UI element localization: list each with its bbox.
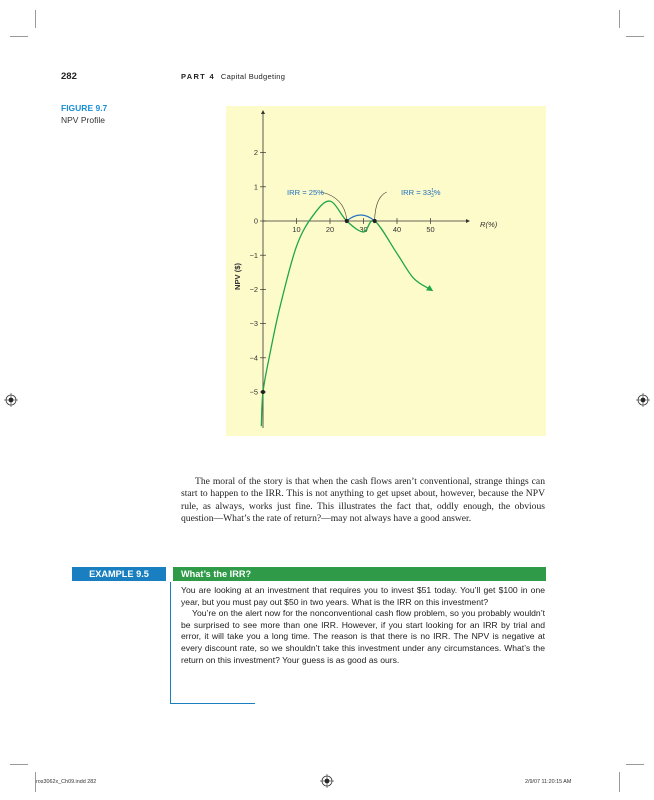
crop-mark bbox=[10, 764, 28, 765]
x-axis-label: R(%) bbox=[480, 220, 498, 229]
crop-mark bbox=[619, 10, 620, 28]
chart-canvas bbox=[226, 106, 546, 436]
irr-annotation-25: IRR = 25% bbox=[287, 188, 324, 197]
crop-mark bbox=[619, 772, 620, 792]
npv-curve bbox=[261, 201, 430, 426]
data-point bbox=[345, 219, 349, 223]
example-body bbox=[181, 585, 545, 666]
y-tick-label: 0 bbox=[253, 216, 258, 226]
timestamp-slug: 2/9/07 11:20:15 AM bbox=[525, 779, 572, 785]
npv-curve-highlight bbox=[347, 215, 375, 221]
example-rule bbox=[170, 703, 255, 704]
y-tick-label: −4 bbox=[249, 353, 258, 363]
y-ticks bbox=[250, 148, 266, 396]
x-tick-label: 20 bbox=[325, 225, 335, 234]
crop-mark bbox=[10, 36, 28, 37]
registration-mark-icon bbox=[636, 393, 650, 407]
running-head bbox=[181, 72, 285, 81]
y-tick-label: −3 bbox=[249, 319, 258, 329]
figure-label: FIGURE 9.7 bbox=[61, 103, 108, 113]
x-tick-label: 30 bbox=[359, 225, 368, 234]
figure-caption: NPV Profile bbox=[61, 115, 105, 125]
body-paragraph bbox=[181, 476, 545, 525]
example-paragraph: You are looking at an investment that requires you to invest $51 today. You’ll get $100 in one year, but you must pay out $50 in two years. What is the IRR on this investment? bbox=[181, 585, 545, 607]
example-title: What’s the IRR? bbox=[173, 567, 546, 581]
npv-profile-chart bbox=[226, 106, 546, 436]
data-point bbox=[373, 219, 377, 223]
y-tick-label: −1 bbox=[249, 250, 258, 260]
irr-leader-line bbox=[321, 192, 347, 219]
registration-mark-icon bbox=[4, 393, 18, 407]
part-title: Capital Budgeting bbox=[220, 72, 286, 81]
example-rule bbox=[170, 582, 171, 704]
registration-mark-icon bbox=[320, 774, 334, 788]
crop-mark bbox=[626, 764, 644, 765]
example-paragraph: You’re on the alert now for the nonconventional cash flow problem, so you probably wouldn’t be surprised to see more than one IRR. However, if you start looking for an IRR by trial and error, it will take you a long time. The reason is that there is no IRR. The NPV is negative at every discount rate, so we shouldn’t take this investment under any circumstances. What’s the return on this investment? Your guess is as good as ours. bbox=[181, 608, 545, 665]
file-slug: ros3062x_Ch09.indd 282 bbox=[36, 779, 97, 785]
crop-mark bbox=[35, 10, 36, 28]
data-point bbox=[261, 390, 265, 394]
x-tick-label: 40 bbox=[392, 225, 402, 234]
y-tick-label: 1 bbox=[253, 182, 258, 192]
page-number: 282 bbox=[61, 71, 77, 82]
part-label: PART 4 bbox=[181, 72, 215, 81]
crop-mark bbox=[626, 36, 644, 37]
y-tick-label: −2 bbox=[249, 285, 258, 294]
moral-paragraph: The moral of the story is that when the cash flows aren’t conventional, strange things can start to happen to the IRR. This is not anything to get upset about, however, because the NPV rule, as always, works just fine. This illustrates the fact that, oddly enough, the obvious question—What’s the rate of return?—may not always have a good answer. bbox=[181, 476, 545, 524]
irr-annotation-33: IRR = $33^1$ 3% bbox=[401, 188, 441, 199]
example-badge: EXAMPLE 9.5 bbox=[72, 567, 166, 581]
x-tick-label: 50 bbox=[426, 225, 435, 234]
y-tick-label: −5 bbox=[249, 387, 258, 397]
y-tick-label: 2 bbox=[253, 148, 258, 158]
irr-leader-line bbox=[375, 192, 387, 219]
data-points bbox=[261, 219, 377, 394]
x-tick-label: 10 bbox=[292, 225, 301, 234]
y-axis-label: NPV ($) bbox=[233, 262, 242, 290]
